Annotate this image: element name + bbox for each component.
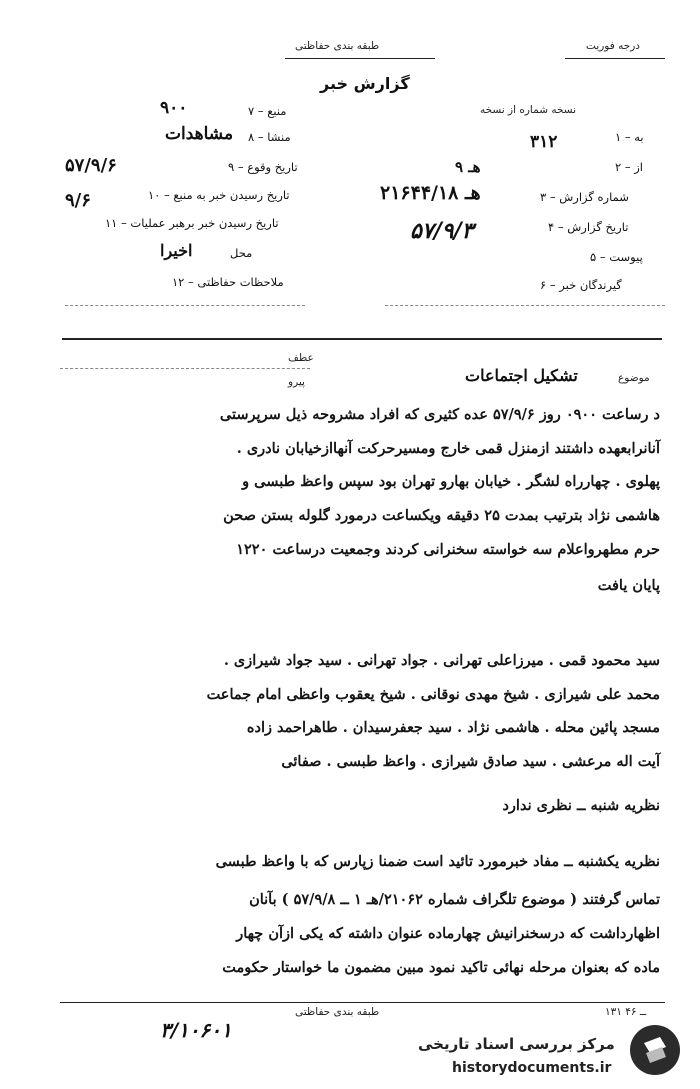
body-line-9: مسجد پائین محله . هاشمی نژاد . سید جعفرسیدان . طاهراحمد زاده — [246, 719, 660, 736]
location-value: اخیرا — [160, 241, 193, 260]
archive-logo-icon — [630, 1025, 680, 1075]
body-line-1: د رساعت ۰۹۰۰ روز ۵۷/۹/۶ عده کثیری که افراد مشروحه ذیل سرپرستی — [219, 406, 660, 423]
source-value: ۹۰۰ — [160, 98, 188, 118]
watermark-website: historydocuments.ir — [452, 1060, 612, 1076]
recipients-label: ۶ – گیرندگان خبر — [540, 278, 622, 292]
watermark-org-name: مرکز بررسی اسناد تاریخی — [418, 1035, 615, 1053]
form-title: گزارش خبر — [320, 74, 410, 93]
priority-label: درجه فوریت — [586, 40, 640, 52]
location-label: محل — [230, 246, 253, 260]
source-label: ۷ – منبع — [248, 104, 287, 118]
classification-underline — [285, 58, 435, 59]
body-line-4: هاشمی نژاد بترتیب بمدت ۲۵ دقیقه ویکساعت درمورد گلوله بستن صحن — [223, 507, 660, 524]
body-line-3: پهلوی . چهارراه لشگر . خیابان بهارو تهران بود سپس واعظ طبسی و — [242, 473, 660, 490]
occurrence-date-value: ۵۷/۹/۶ — [65, 155, 117, 176]
form-code: ۱۳۱ ــ ۴۶ — [605, 1006, 647, 1018]
occurrence-date-label: ۹ – تاریخ وقوع — [228, 160, 298, 174]
body-line-7: سید محمود قمی . میرزاعلی تهرانی . جواد تهرانی . سید جواد شیرازی . — [223, 652, 660, 669]
classification-label-top: طبقه بندی حفاظتی — [295, 40, 380, 52]
origin-label: ۸ – منشا — [248, 130, 291, 144]
handwritten-archive-number: ۳/۱۰۶۰۱ — [160, 1018, 232, 1042]
section-divider — [62, 338, 662, 340]
body-line-6: پایان یافت — [597, 577, 660, 594]
subject-value: تشکیل اجتماعات — [465, 366, 578, 385]
report-number-extra: ۹ هـ — [455, 158, 481, 176]
report-date-value: ۵۷/۹/۳ — [410, 218, 474, 244]
security-notes-label: ۱۲ – ملاحظات حفاظتی — [172, 275, 284, 289]
priority-underline — [565, 58, 665, 59]
follow-label: پیرو — [288, 376, 305, 388]
receipt-from-source-value: ۹/۶ — [65, 190, 91, 211]
receipt-by-ops-label: ۱۱ – تاریخ رسیدن خبر برهبر عملیات — [105, 216, 279, 230]
report-date-label: ۴ – تاریخ گزارش — [548, 220, 629, 234]
notes-dotted-line — [65, 305, 305, 306]
receipt-from-source-label: ۱۰ – تاریخ رسیدن خبر به منبع — [148, 188, 290, 202]
recipients-dotted-line — [385, 305, 665, 306]
to-label: ۱ – به — [615, 130, 644, 144]
subject-label: موضوع — [618, 372, 650, 384]
classification-label-bottom: طبقه بندی حفاظتی — [295, 1006, 380, 1018]
body-line-11: نظریه شنبه ــ نظری ندارد — [502, 797, 660, 814]
copy-number-line: نسخه شماره از نسخه — [480, 104, 577, 116]
report-number-value: ۲۱۶۴۴/۱۸ هـ — [380, 182, 481, 204]
to-value: ۳۱۲ — [530, 132, 558, 152]
attachment-label: ۵ – پیوست — [590, 250, 643, 264]
body-line-13: تماس گرفتند ( موضوع تلگراف شماره ۲۱۰۶۲/هـ ۱ ــ ۵۷/۹/۸ ) بآنان — [249, 891, 660, 908]
body-line-10: آیت اله مرعشی . سید صادق شیرازی . واعظ طبسی . صفائی — [281, 753, 660, 770]
origin-value: مشاهدات — [165, 124, 234, 144]
footer-rule — [60, 1002, 665, 1003]
body-line-5: حرم مطهرواعلام سه خواسته سخنرانی کردند وجمعیت درساعت ۱۲۲۰ — [236, 541, 660, 558]
from-label: ۲ – از — [615, 160, 643, 174]
body-line-14: اظهارداشت که درسخنرانیش چهارماده عنوان داشته که یکی ازآن چهار — [236, 925, 660, 942]
report-number-label: ۳ – شماره گزارش — [540, 190, 629, 204]
body-line-15: ماده که بعنوان مرحله نهائی تاکید نمود مبین مضمون ما خواستار حکومت — [222, 959, 660, 976]
body-line-12: نظریه یکشنبه ــ مفاد خبرمورد تائید است ضمنا زپارس که با واعظ طبسی — [215, 853, 660, 870]
body-line-2: آنانرابعهده داشتند ازمنزل قمی خارج ومسیرحرکت آنهاازخیابان نادری . — [236, 440, 660, 457]
body-line-8: محمد علی شیرازی . شیخ مهدی نوقانی . شیخ یعقوب واعظی امام جماعت — [206, 686, 660, 703]
ref-label: عطف — [288, 352, 314, 364]
ref-dotted-line — [60, 368, 310, 369]
